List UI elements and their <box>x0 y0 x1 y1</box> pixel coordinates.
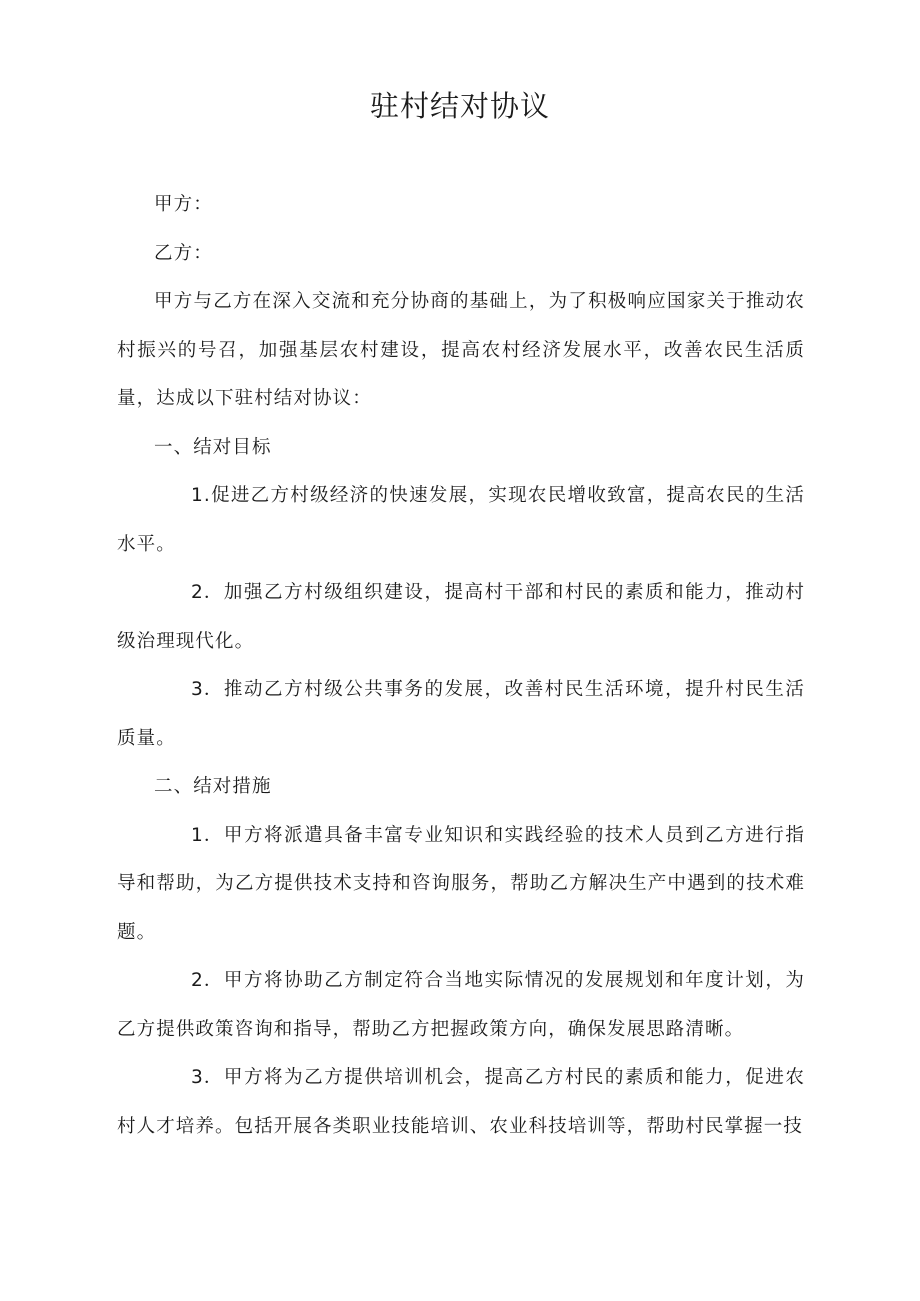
list-item <box>117 812 805 958</box>
item-text: 推动乙方村级公共事务的发展，改善村民生活环境，提升村民生活质量。 <box>117 679 805 749</box>
item-number: 1. <box>191 485 211 506</box>
list-item <box>117 957 805 1054</box>
list-item <box>117 1054 805 1151</box>
intro-paragraph: 甲方与乙方在深入交流和充分协商的基础上，为了积极响应国家关于推动农村振兴的号召，加强基层农村建设，提高农村经济发展水平，改善农民生活质量，达成以下驻村结对协议： <box>117 291 805 409</box>
item-number: 2． <box>191 970 224 991</box>
item-text: 促进乙方村级经济的快速发展，实现农民增收致富，提高农民的生活水平。 <box>117 485 805 555</box>
item-number: 3． <box>191 1067 224 1088</box>
document-body <box>117 181 805 1151</box>
document-title: 驻村结对协议 <box>369 89 550 123</box>
item-text: 加强乙方村级组织建设，提高村干部和村民的素质和能力，推动村级治理现代化。 <box>117 582 805 652</box>
list-item <box>117 569 805 666</box>
item-number: 2． <box>191 582 224 603</box>
party-b-line: 乙方： <box>154 242 213 264</box>
item-text: 甲方将为乙方提供培训机会，提高乙方村民的素质和能力，促进农村人才培养。包括开展各类职业技能培训、农业科技培训等，帮助村民掌握一技 <box>117 1067 805 1137</box>
item-text: 甲方将协助乙方制定符合当地实际情况的发展规划和年度计划，为乙方提供政策咨询和指导，帮助乙方把握政策方向，确保发展思路清晰。 <box>117 970 805 1040</box>
item-number: 3． <box>191 679 224 700</box>
party-a-line: 甲方： <box>154 194 213 215</box>
section-heading: 一、结对目标 <box>154 436 272 458</box>
item-text: 甲方将派遣具备丰富专业知识和实践经验的技术人员到乙方进行指导和帮助，为乙方提供技术支持和咨询服务，帮助乙方解决生产中遇到的技术难题。 <box>117 824 805 943</box>
list-item <box>117 472 805 569</box>
list-item <box>117 666 805 763</box>
item-number: 1． <box>191 824 224 846</box>
section-heading: 二、结对措施 <box>154 776 272 797</box>
